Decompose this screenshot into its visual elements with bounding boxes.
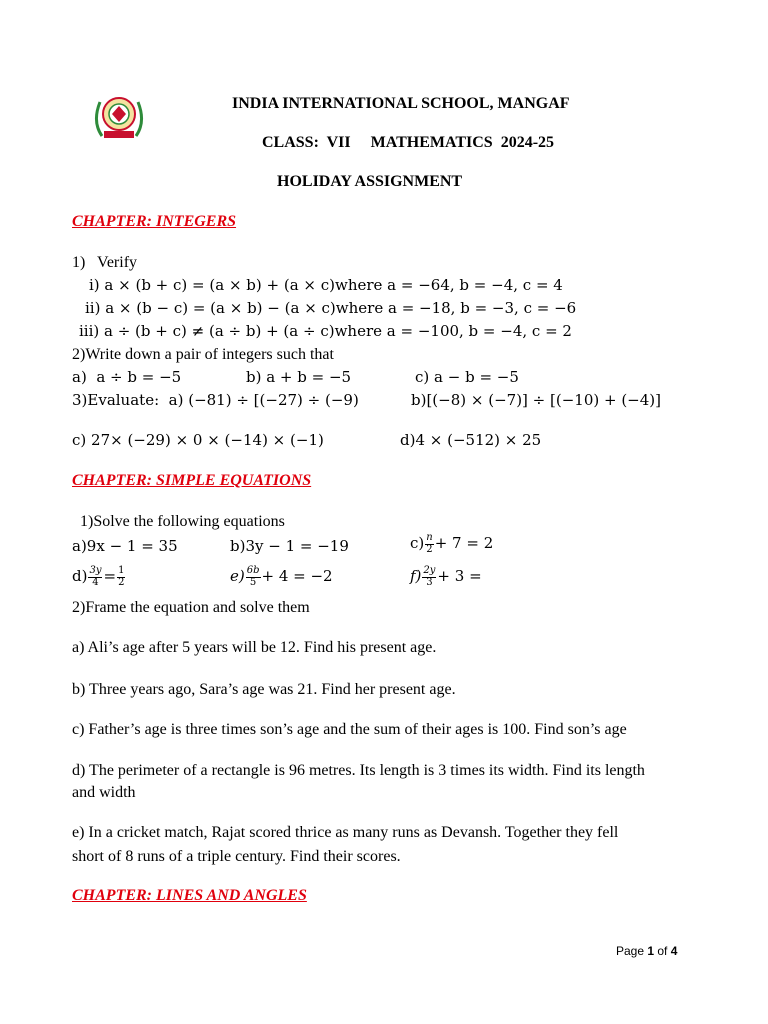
integers-q3-d: d)4 × (−512) × 25	[400, 431, 542, 449]
school-name: INDIA INTERNATIONAL SCHOOL, MANGAF	[232, 95, 570, 112]
chapter-integers-title: CHAPTER: INTEGERS	[72, 213, 237, 230]
integers-q2-c: c) a − b = −5	[415, 368, 519, 386]
fraction-e: $\frac{6b}{5}$	[246, 565, 260, 588]
integers-q2-a: a) a ÷ b = −5	[72, 368, 182, 386]
word-problem-d-line2: and width	[72, 784, 136, 801]
fraction-d: $\frac{3y}{4}$	[89, 565, 102, 588]
integers-q1-ii: ii) a × (b − c) = (a × b) − (a × c)where a = −18, b = −3, c = −6	[85, 299, 577, 317]
integers-q3-b: b)[(−8) × (−7)] ÷ [(−10) + (−4)]	[411, 391, 661, 409]
equations-q1: 1)Solve the following equations	[80, 513, 285, 530]
equation-a: a)9x − 1 = 35	[72, 537, 178, 555]
integers-q1-i: i) a × (b + c) = (a × b) + (a × c)where a = −64, b = −4, c = 4	[89, 276, 563, 294]
assignment-title: HOLIDAY ASSIGNMENT	[277, 173, 463, 190]
word-problem-a: a) Ali’s age after 5 years will be 12. Find his present age.	[72, 639, 437, 656]
equation-f: f) $\frac{2y}{3}$ + 3 =	[410, 565, 482, 588]
chapter-equations-title: CHAPTER: SIMPLE EQUATIONS	[72, 472, 312, 489]
page-number: Page 1 of 4	[616, 944, 678, 958]
equation-c: c) $\frac{n}{2}$ + 7 = 2	[410, 532, 494, 555]
fraction-c: $\frac{n}{2}$	[426, 532, 433, 555]
word-problem-b: b) Three years ago, Sara’s age was 21. Find her present age.	[72, 681, 456, 698]
school-logo	[88, 92, 150, 142]
chapter-lines-title: CHAPTER: LINES AND ANGLES	[72, 887, 307, 904]
integers-q3-a: 3)Evaluate: a) (−81) ÷ [(−27) ÷ (−9)	[72, 391, 359, 409]
equation-b: b)3y − 1 = −19	[230, 537, 349, 555]
fraction-f: $\frac{2y}{3}$	[423, 565, 436, 588]
equations-q2: 2)Frame the equation and solve them	[72, 599, 310, 616]
equation-e: e) $\frac{6b}{5}$ + 4 = −2	[230, 565, 333, 588]
class-line: CLASS: VII MATHEMATICS 2024-25	[262, 134, 555, 151]
word-problem-e-line1: e) In a cricket match, Rajat scored thrice as many runs as Devansh. Together they fell	[72, 824, 619, 841]
word-problem-e-line2: short of 8 runs of a triple century. Find their scores.	[72, 848, 401, 865]
integers-q2-b: b) a + b = −5	[246, 368, 352, 386]
integers-q2: 2)Write down a pair of integers such that	[72, 346, 334, 363]
word-problem-c: c) Father’s age is three times son’s age and the sum of their ages is 100. Find son’s age	[72, 721, 627, 738]
integers-q1-iii: iii) a ÷ (b + c) ≠ (a ÷ b) + (a ÷ c)where a = −100, b = −4, c = 2	[79, 322, 572, 340]
integers-q3-c: c) 27× (−29) × 0 × (−14) × (−1)	[72, 431, 324, 449]
word-problem-d-line1: d) The perimeter of a rectangle is 96 metres. Its length is 3 times its width. Find its length	[72, 762, 645, 779]
integers-q1: 1) Verify	[72, 254, 138, 271]
fraction-d-rhs: $\frac{1}{2}$	[118, 565, 125, 588]
equation-d: d) $\frac{3y}{4}$ = $\frac{1}{2}$	[72, 565, 125, 588]
